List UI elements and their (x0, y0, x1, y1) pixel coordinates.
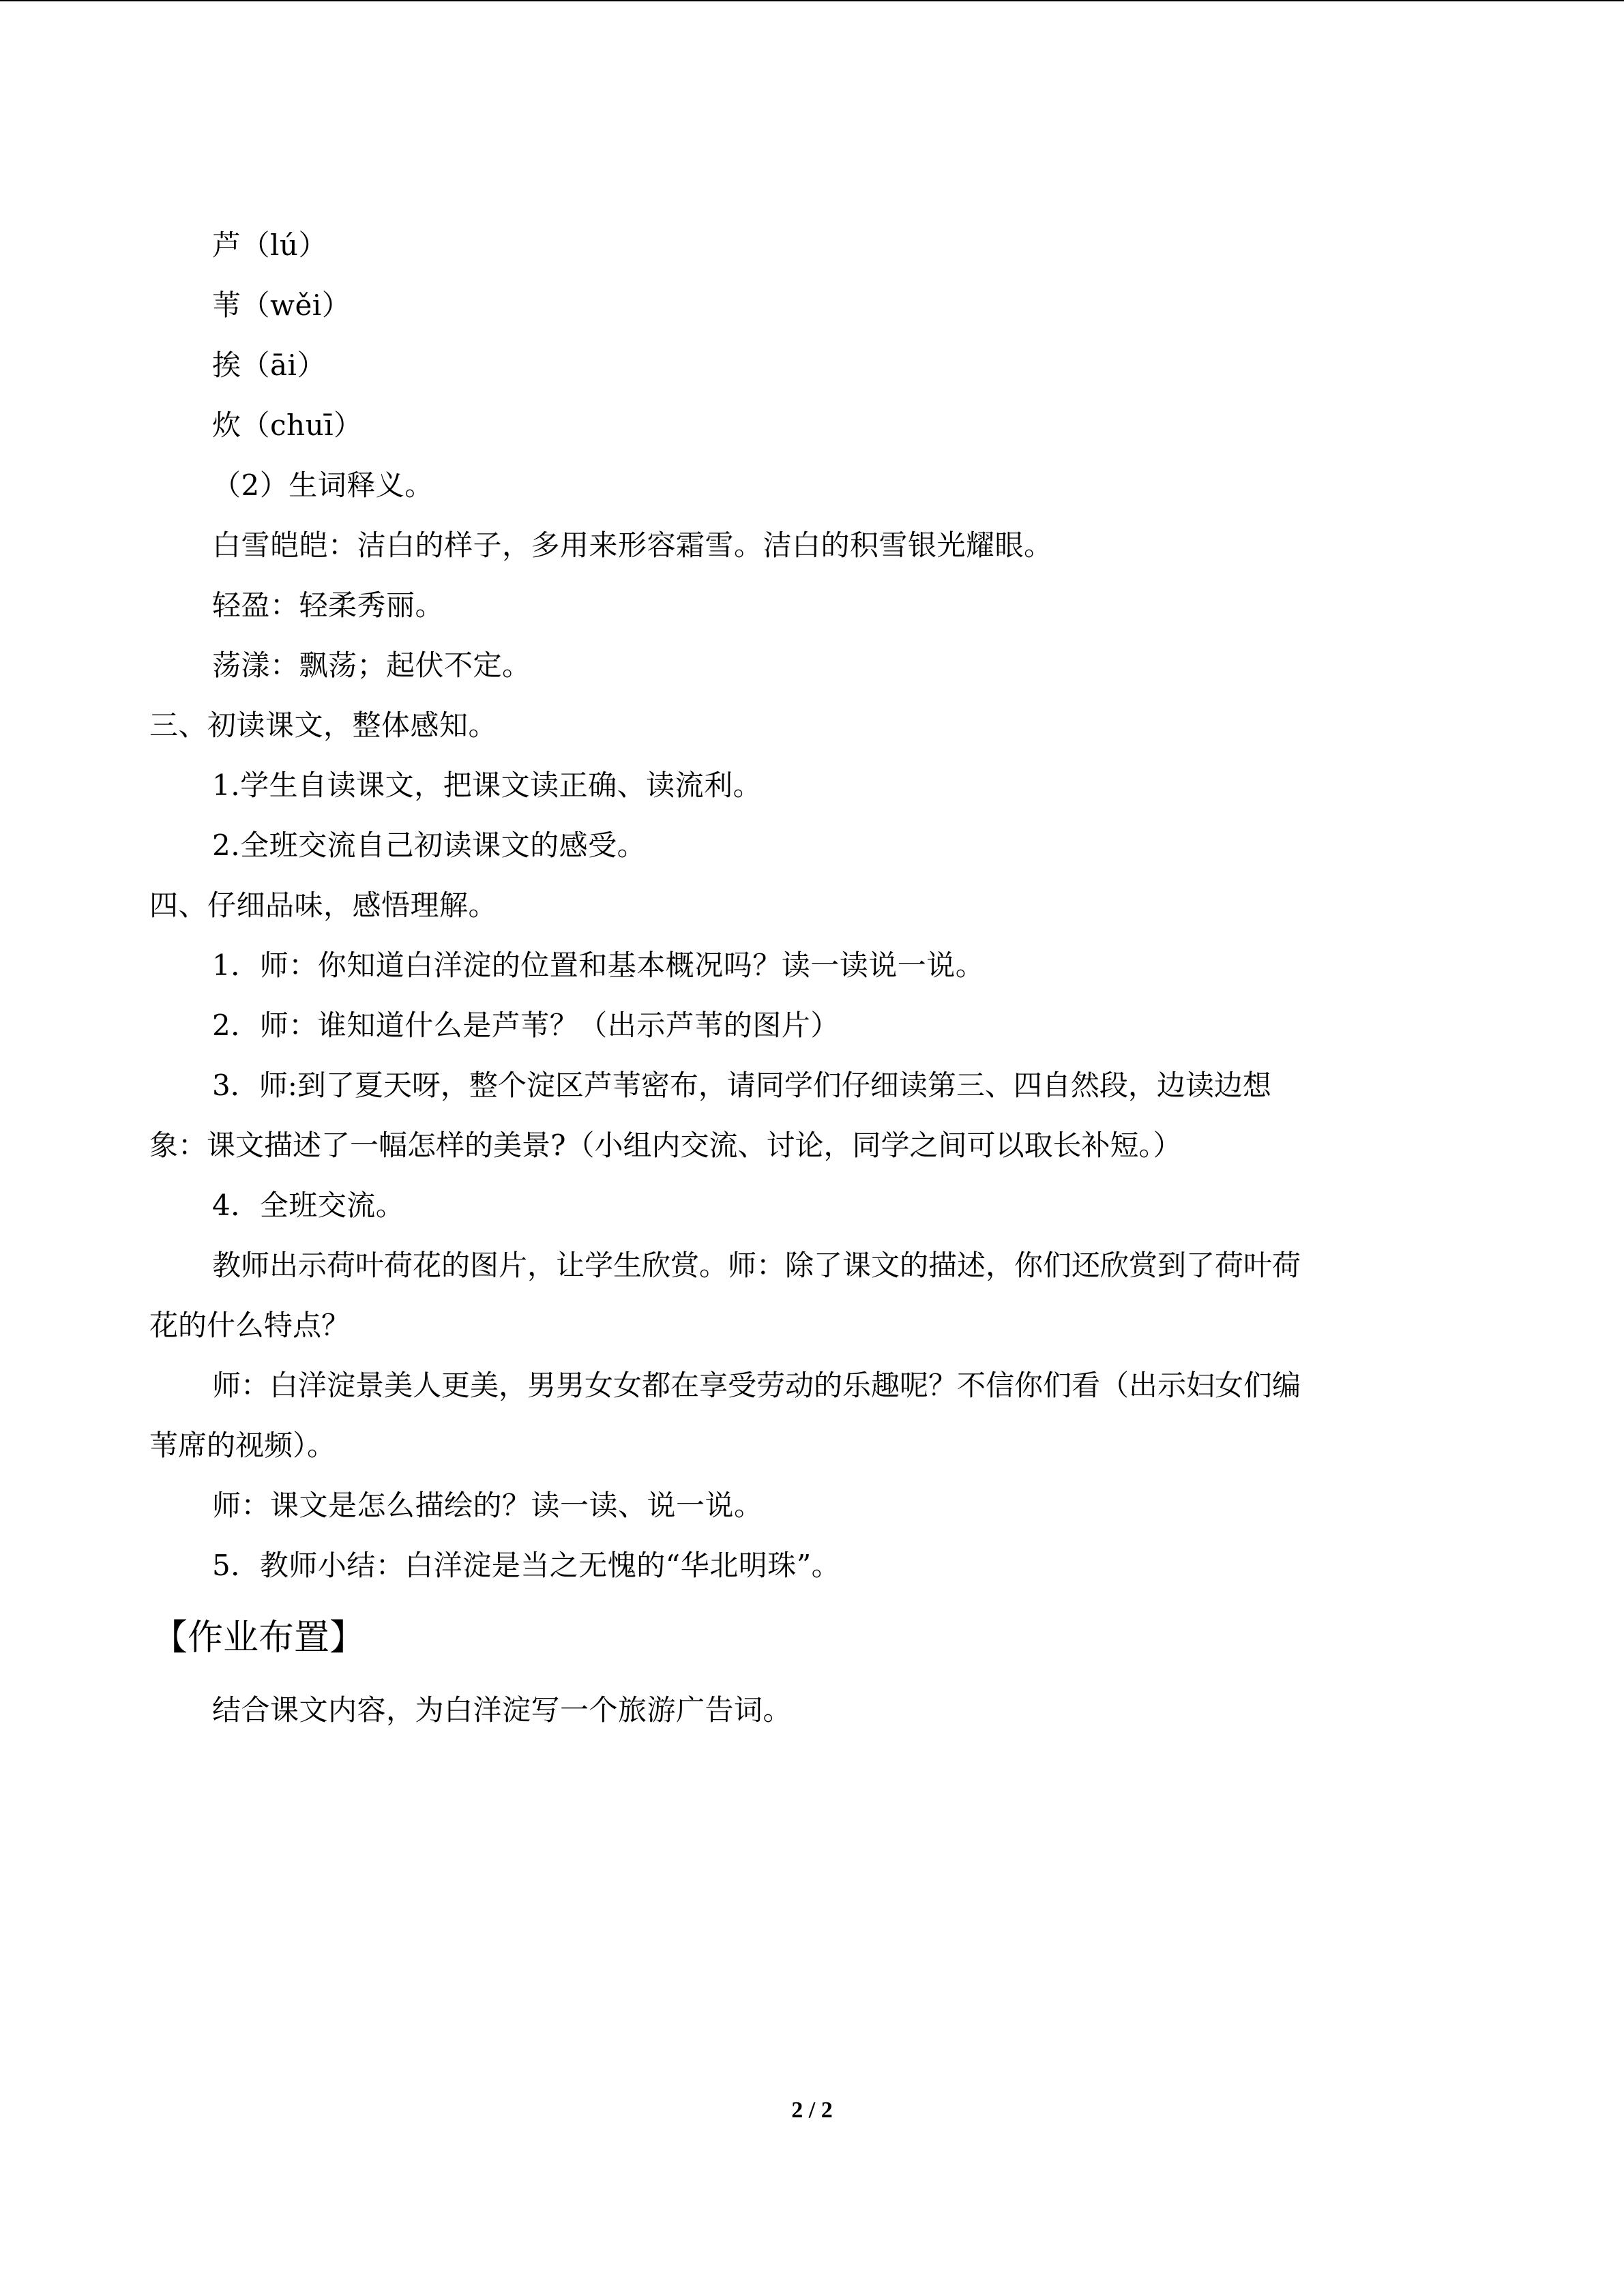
document-body (149, 215, 1473, 1740)
pinyin-item: 炊（chuī） (212, 408, 363, 442)
vocab-item: 荡漾：飘荡；起伏不定。 (212, 648, 531, 682)
paragraph-lotus-continued: 花的什么特点？ (149, 1309, 351, 1342)
homework-heading: 【作业布置】 (152, 1617, 366, 1658)
section-four-item-5: 5．教师小结：白洋淀是当之无愧的“华北明珠”。 (212, 1549, 841, 1582)
vocab-item: 白雪皑皑：洁白的样子，多用来形容霜雪。洁白的积雪银光耀眼。 (212, 528, 1053, 562)
section-four-item-3-continued: 象：课文描述了一幅怎样的美景?（小组内交流、讨论，同学之间可以取长补短。） (149, 1129, 1182, 1162)
section-four-item-4: 4．全班交流。 (212, 1189, 405, 1222)
paragraph-people: 师：白洋淀景美人更美，男男女女都在享受劳动的乐趣呢？不信你们看（出示妇女们编 (212, 1369, 1301, 1402)
page-number: 2 / 2 (791, 2098, 833, 2123)
section-four-item-3: 3．师:到了夏天呀，整个淀区芦苇密布，请同学们仔细读第三、四自然段，边读边想 (212, 1069, 1271, 1102)
section-four-item-2: 2．师：谁知道什么是芦苇？（出示芦苇的图片） (212, 1009, 840, 1042)
paragraph-description: 师：课文是怎么描绘的？读一读、说一说。 (212, 1489, 763, 1522)
vocab-item: 轻盈：轻柔秀丽。 (212, 588, 445, 622)
paragraph-people-continued: 苇席的视频）。 (149, 1429, 336, 1462)
homework-text: 结合课文内容，为白洋淀写一个旅游广告词。 (212, 1693, 793, 1727)
vocab-heading: （2）生词释义。 (212, 468, 434, 502)
pinyin-item: 芦（lú） (212, 228, 327, 262)
section-three-item: 2.全班交流自己初读课文的感受。 (212, 829, 647, 862)
section-three-item: 1.学生自读课文，把课文读正确、读流利。 (212, 769, 763, 802)
section-four-item-1: 1．师：你知道白洋淀的位置和基本概况吗？读一读说一说。 (212, 949, 985, 982)
pinyin-item: 苇（wěi） (212, 288, 351, 322)
pinyin-item: 挨（āi） (212, 348, 326, 382)
paragraph-lotus: 教师出示荷叶荷花的图片，让学生欣赏。师：除了课文的描述，你们还欣赏到了荷叶荷 (212, 1249, 1301, 1282)
section-four-title: 四、仔细品味，感悟理解。 (149, 889, 498, 922)
section-three-title: 三、初读课文，整体感知。 (149, 709, 498, 742)
